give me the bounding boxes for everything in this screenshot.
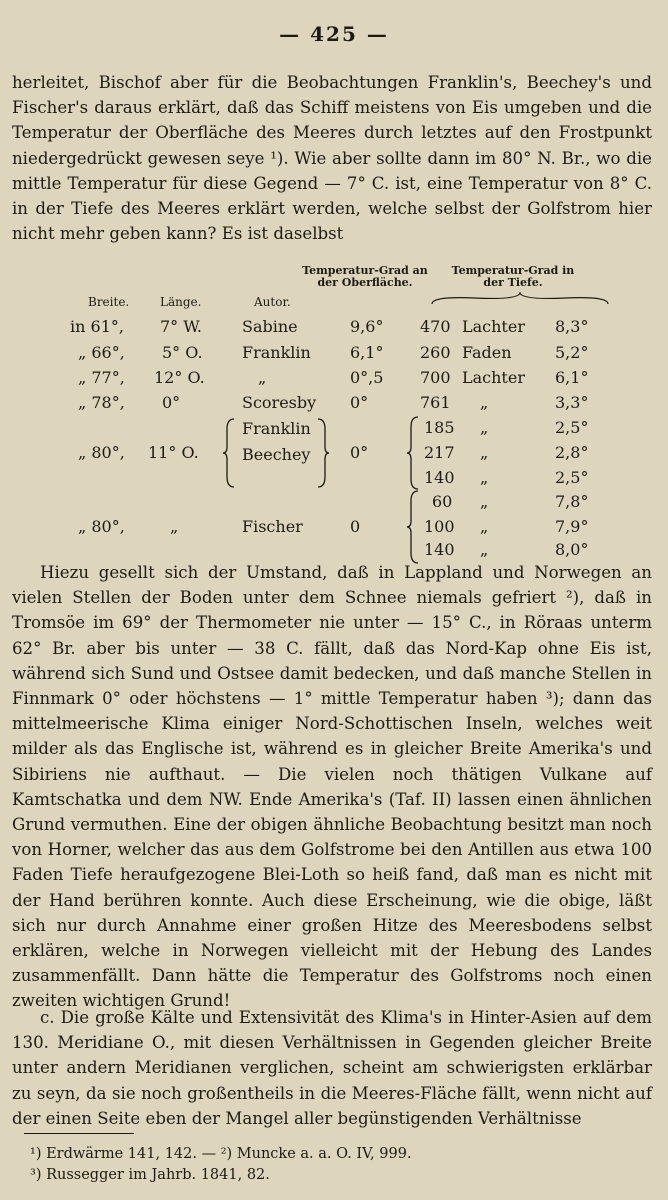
header-oberflaeche: Temperatur-Grad an der Oberfläche.	[302, 264, 428, 289]
group1-tiefe-einheit: „	[480, 418, 489, 437]
paragraph-3-text: c. Die große Kälte und Extensivität des Klima's in Hinter-Asien auf dem 130. Meridiane O., mit diesen Verhältnissen in Gegenden gleicher Breite unter andern Meridianen verglichen, scheint am schwierigsten erklärbar zu seyn, da sie noch großentheils in die Meeres-Fläche fällt, wenn nicht auf der einen Seite eben der Mangel aller begünstigenden Verhältnisse	[12, 1008, 652, 1128]
group2-breite: „ 80°,	[78, 517, 125, 536]
group2-tiefe-menge: 60	[432, 492, 453, 511]
group2-tiefe-menge: 140	[424, 540, 455, 559]
row-laenge: 0°	[162, 393, 181, 412]
row-breite: in 61°,	[70, 317, 124, 336]
footnote-1: ¹) Erdwärme 141, 142. — ²) Muncke a. a. O. IV, 999.	[30, 1146, 412, 1162]
group1-tiefe-grad: 2,8°	[555, 443, 589, 462]
row-breite: „ 78°,	[78, 393, 125, 412]
group2-tiefe-grad: 7,9°	[555, 517, 589, 536]
header-brace	[430, 292, 610, 306]
row-oberflaeche: 0°	[350, 393, 369, 412]
group1-tiefe-einheit: „	[480, 468, 489, 487]
group1-tiefe-grad: 2,5°	[555, 418, 589, 437]
group1-tiefe-einheit: „	[480, 443, 489, 462]
row-tiefe-einheit: „	[480, 393, 489, 412]
brace-left-icon	[406, 489, 420, 565]
row-tiefe-menge: 761	[420, 393, 451, 412]
temperature-table	[0, 265, 668, 557]
group1-tiefe-menge: 140	[424, 468, 455, 487]
group1-oberflaeche: 0°	[350, 443, 369, 462]
row-oberflaeche: 9,6°	[350, 317, 384, 336]
group2-tiefe-einheit: „	[480, 492, 489, 511]
paragraph-2	[12, 560, 652, 1014]
row-tiefe-grad: 5,2°	[555, 343, 589, 362]
group1-laenge: 11° O.	[148, 443, 199, 462]
row-tiefe-grad: 3,3°	[555, 393, 589, 412]
group2-tiefe-einheit: „	[480, 540, 489, 559]
paragraph-1: herleitet, Bischof aber für die Beobachtungen Franklin's, Beechey's und Fischer's daraus erklärt, daß das Schiff meistens von Eis umgeben und die Temperatur der Oberfläche des Meeres durch letztes auf den Frostpunkt niedergedrückt gewesen seye ¹). Wie aber sollte dann im 80° N. Br., wo die mittle Temperatur für diese Gegend — 7° C. ist, eine Temperatur von 8° C. in der Tiefe des Meeres erklärt werden, welche selbst der Golfstrom hier nicht mehr geben kann? Es ist daselbst	[12, 73, 652, 244]
group1-tiefe-menge: 217	[424, 443, 455, 462]
group1-breite: „ 80°,	[78, 443, 125, 462]
page-number: — 425 —	[279, 22, 389, 46]
header-breite: Breite.	[88, 295, 130, 309]
row-autor: „	[258, 368, 267, 387]
brace-right-icon	[316, 417, 330, 489]
header-autor: Autor.	[254, 295, 291, 309]
brace-left-icon	[222, 417, 236, 489]
header-tiefe: Temperatur-Grad in der Tiefe.	[451, 264, 575, 289]
row-laenge: 5° O.	[162, 343, 203, 362]
group2-tiefe-menge: 100	[424, 517, 455, 536]
row-laenge: 7° W.	[160, 317, 202, 336]
paragraph-3	[12, 1005, 652, 1131]
row-tiefe-einheit: Lachter	[462, 317, 525, 336]
group2-tiefe-einheit: „	[480, 517, 489, 536]
group1-tiefe-grad: 2,5°	[555, 468, 589, 487]
group2-tiefe-grad: 7,8°	[555, 492, 589, 511]
group2-laenge: „	[170, 517, 179, 536]
row-tiefe-grad: 6,1°	[555, 368, 589, 387]
header-laenge: Länge.	[160, 295, 202, 309]
row-tiefe-einheit: Faden	[462, 343, 512, 362]
footnote-2: ³) Russegger im Jahrb. 1841, 82.	[30, 1167, 270, 1183]
group2-tiefe-grad: 8,0°	[555, 540, 589, 559]
row-tiefe-menge: 260	[420, 343, 451, 362]
row-breite: „ 66°,	[78, 343, 125, 362]
group1-autor1: Franklin	[242, 419, 311, 438]
row-tiefe-grad: 8,3°	[555, 317, 589, 336]
brace-left-icon	[406, 415, 420, 491]
row-tiefe-menge: 700	[420, 368, 451, 387]
group1-tiefe-menge: 185	[424, 418, 455, 437]
row-oberflaeche: 0°,5	[350, 368, 384, 387]
row-autor: Sabine	[242, 317, 298, 336]
row-tiefe-einheit: Lachter	[462, 368, 525, 387]
row-laenge: 12° O.	[154, 368, 205, 387]
row-oberflaeche: 6,1°	[350, 343, 384, 362]
group1-autor2: Beechey	[242, 445, 311, 464]
group2-oberflaeche: 0	[350, 517, 361, 536]
row-autor: Franklin	[242, 343, 311, 362]
footnote-rule	[24, 1133, 134, 1134]
row-breite: „ 77°,	[78, 368, 125, 387]
row-tiefe-menge: 470	[420, 317, 451, 336]
paragraph-2-text: Hiezu gesellt sich der Umstand, daß in Lappland und Norwegen an vielen Stellen der Boden unter dem Schnee niemals gefriert ²), daß in Tromsöe im 69° der Thermometer nie unter — 15° C., in Röraas unterm 62° Br. aber bis unter — 38 C. fällt, daß das Nord-Kap ohne Eis ist, während sich Sund und Ostsee damit bedecken, und daß manche Stellen in Finnmark 0° oder höchstens — 1° mittle Temperatur haben ³); dann das mittelmeerische Klima einiger Nord-Schottischen Inseln, welches weit milder als das Englische ist, während es in gleicher Breite Amerika's und Sibiriens nie aufthaut. — Die vielen noch thätigen Vulkane auf Kamtschatka und dem NW. Ende Amerika's (Taf. II) lassen einen ähnlichen Grund vermuthen. Eine der obigen ähnliche Beobachtung besitzt man noch von Horner, welcher das aus dem Golfstrome bei den Antillen aus etwa 100 Faden Tiefe heraufgezogene Blei-Loth so heiß fand, daß man es nicht mit der Hand berühren konnte. Auch diese Erscheinung, wie die obige, läßt sich nur durch Annahme einer großen Hitze des Meeresbodens selbst erklären, welche in Norwegen vielleicht mit der Hebung des Landes zusammenfällt. Dann hätte die Temperatur des Golfstroms noch einen zweiten wichtigen Grund!	[12, 563, 652, 1011]
row-autor: Scoresby	[242, 393, 317, 412]
group2-autor: Fischer	[242, 517, 303, 536]
